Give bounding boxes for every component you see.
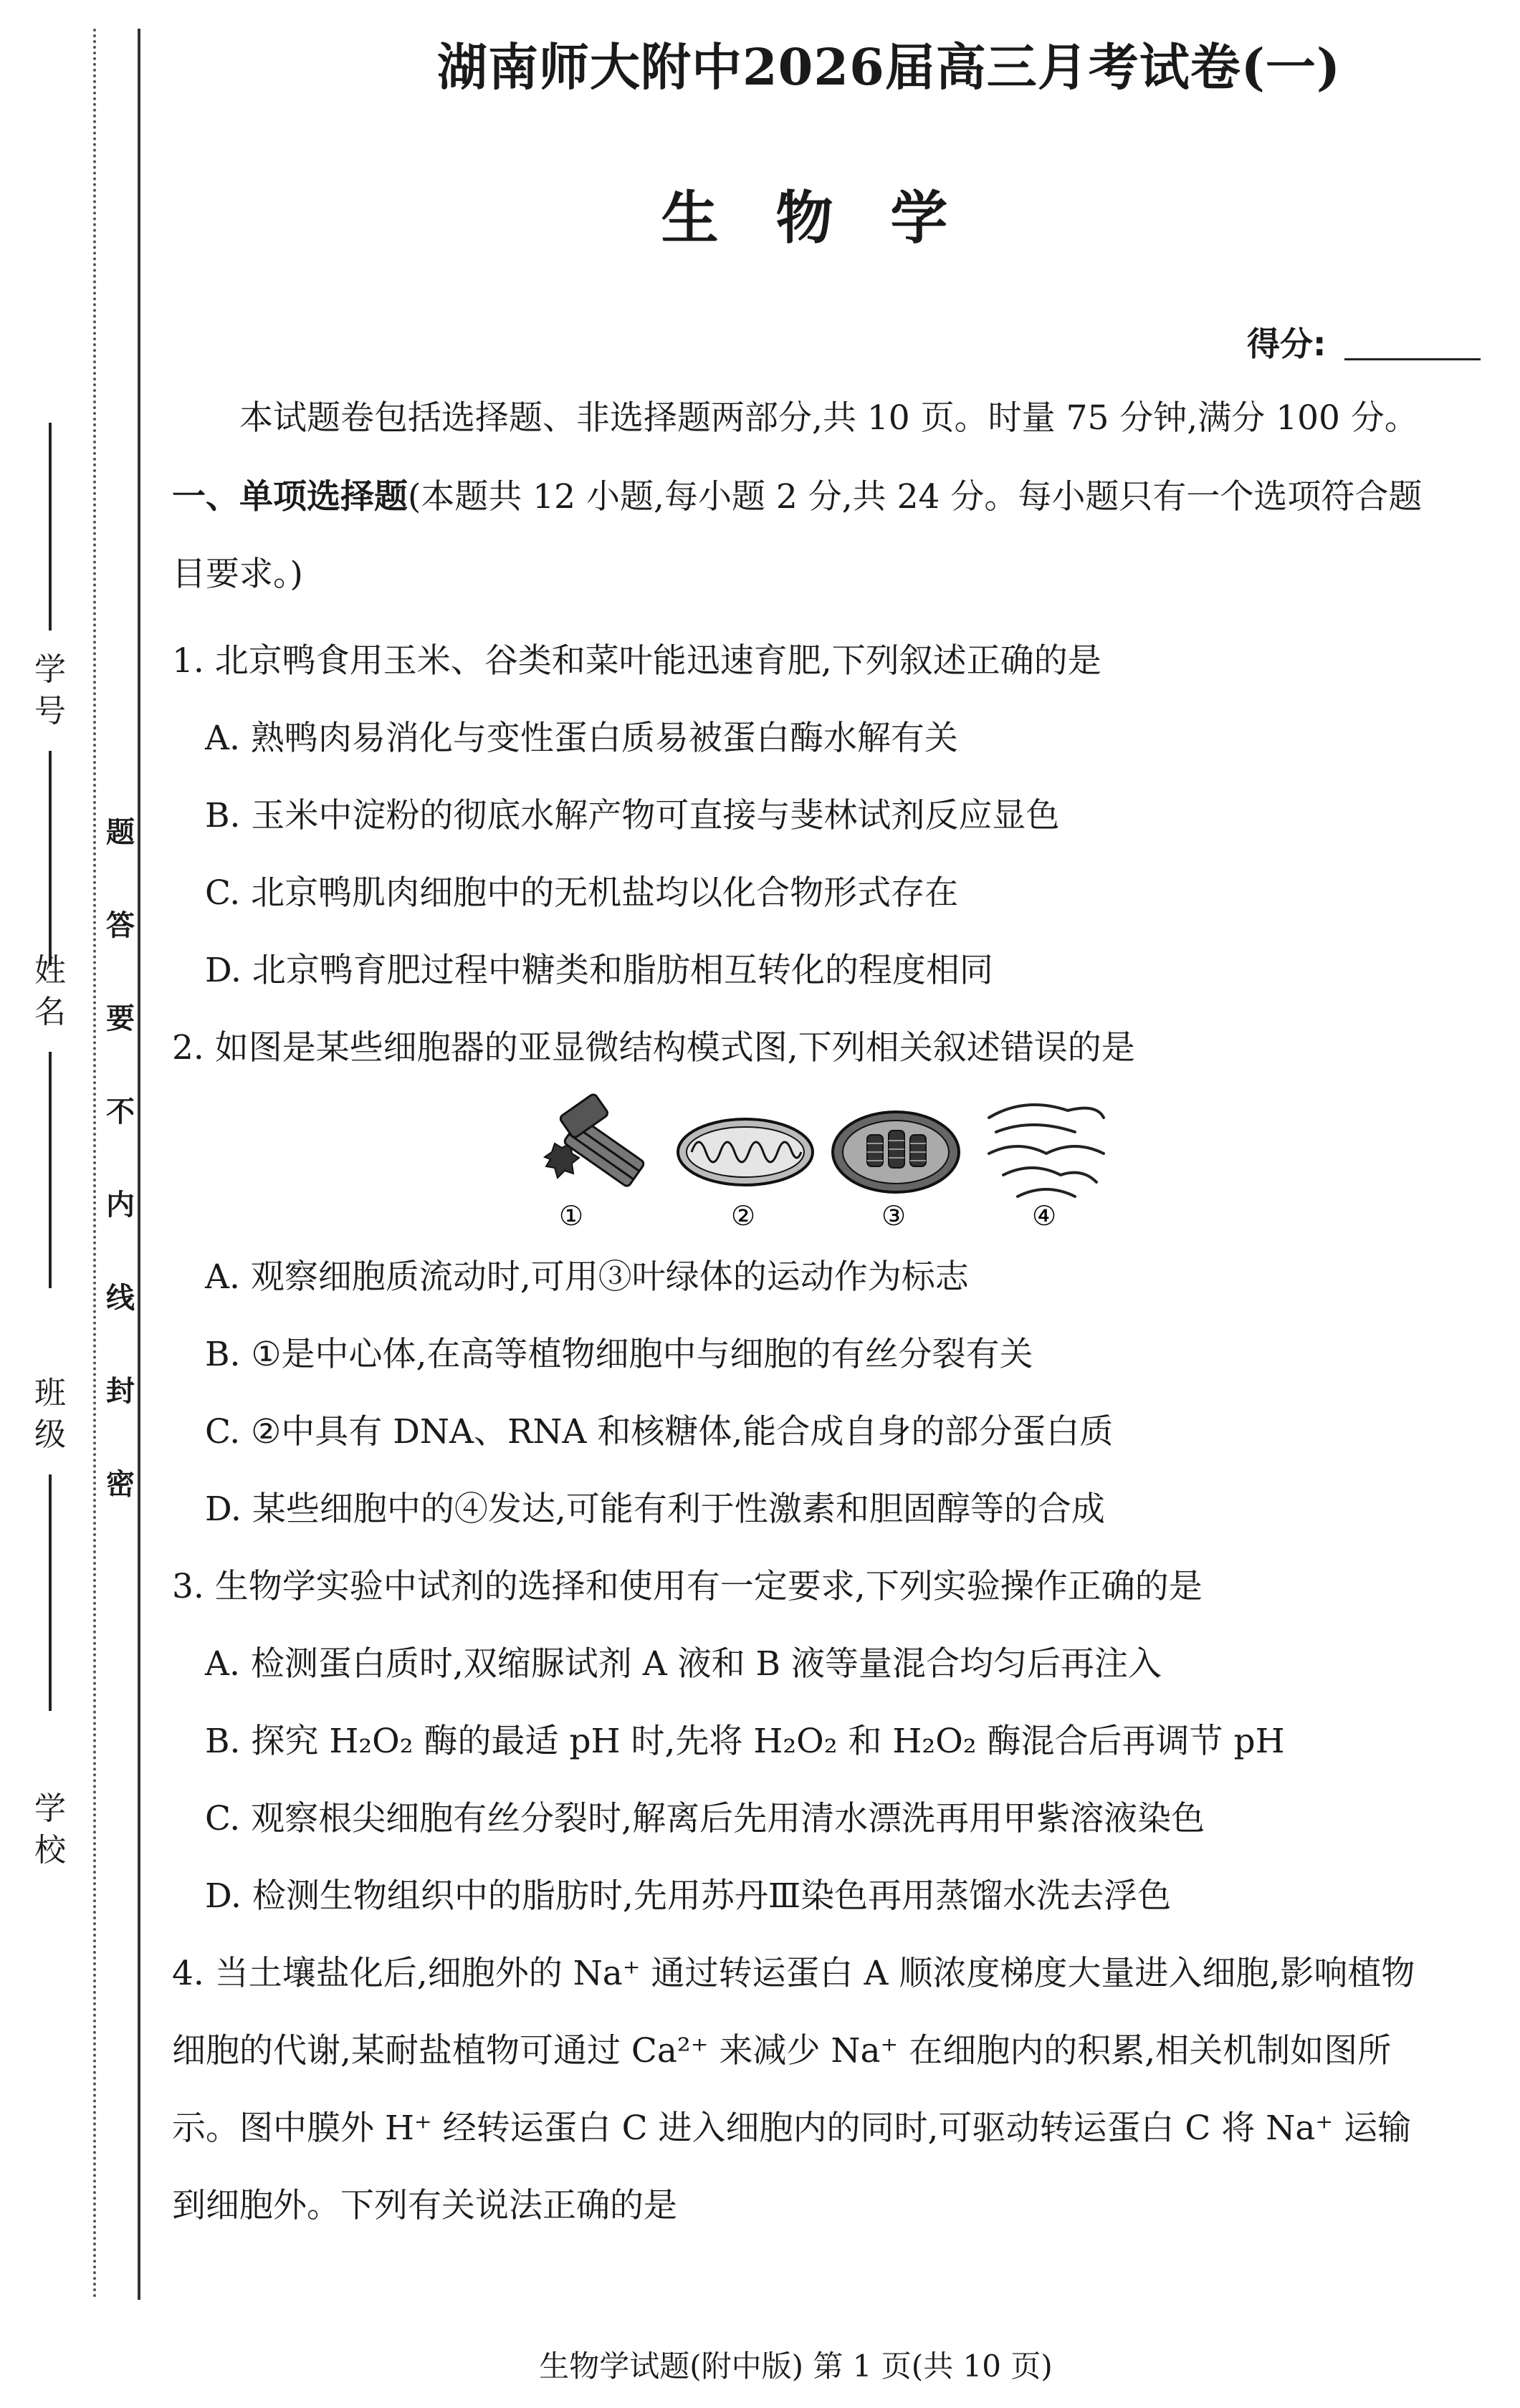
q2-option-b[interactable]: B. ①是中心体,在高等植物细胞中与细胞的有丝分裂有关 [205,1335,1033,1374]
q2-option-a[interactable]: A. 观察细胞质流动时,可用③叶绿体的运动作为标志 [205,1257,969,1297]
section-heading [172,459,1483,536]
figure-label-3: ③ [881,1200,907,1232]
field-student-id[interactable] [29,423,72,966]
q2-option-d[interactable]: D. 某些细胞中的④发达,可能有利于性激素和胆固醇等的合成 [205,1490,1105,1529]
question-4-stem-line1: 4. 当土壤盐化后,细胞外的 Na⁺ 通过转运蛋白 A 顺浓度梯度大量进入细胞,影响植物 [172,1954,1415,1993]
question-4-stem-line3: 示。图中膜外 H⁺ 经转运蛋白 C 进入细胞内的同时,可驱动转运蛋白 C 将 Na⁺ 运输 [172,2109,1412,2148]
score-label: 得分: [1247,325,1327,363]
solid-margin-line [138,29,140,2300]
question-4-stem-line4: 到细胞外。下列有关说法正确的是 [172,2186,677,2225]
centrosome-drawing [545,1093,645,1188]
chloroplast-drawing [833,1112,959,1192]
field-line [49,423,52,630]
question-4-stem-line2: 细胞的代谢,某耐盐植物可通过 Ca²⁺ 来减少 Na⁺ 在细胞内的积累,相关机制如图所 [172,2031,1392,2071]
score-input-line[interactable] [1344,358,1481,360]
figure-label-4: ④ [1032,1200,1057,1232]
subject-title: 生 物 学 [661,184,967,251]
section-title: 一、单项选择题 [172,477,408,517]
q3-option-c[interactable]: C. 观察根尖细胞有丝分裂时,解离后先用清水漂洗再用甲紫溶液染色 [205,1799,1205,1838]
exam-title: 湖南师大附中2026届高三月考试卷(一) [436,37,1342,97]
endoplasmic-reticulum-drawing [989,1105,1104,1196]
page-footer: 生物学试题(附中版) 第 1 页(共 10 页) [539,2349,1053,2384]
question-1-stem: 1. 北京鸭食用玉米、谷类和菜叶能迅速育肥,下列叙述正确的是 [172,641,1101,681]
field-class[interactable] [29,1354,72,1711]
figure-label-1: ① [559,1200,584,1232]
field-label: 学 号 [34,651,66,729]
q3-option-a[interactable]: A. 检测蛋白质时,双缩脲试剂 A 液和 B 液等量混合均匀后再注入 [205,1644,1162,1684]
dotted-binding-line [93,29,96,2300]
field-label: 学 校 [34,1790,66,1869]
q1-option-c[interactable]: C. 北京鸭肌肉细胞中的无机盐均以化合物形式存在 [205,873,959,913]
q3-option-b[interactable]: B. 探究 H₂O₂ 酶的最适 pH 时,先将 H₂O₂ 和 H₂O₂ 酶混合后再调节 pH [205,1722,1285,1761]
q3-option-d[interactable]: D. 检测生物组织中的脂肪时,先用苏丹Ⅲ染色再用蒸馏水洗去浮色 [205,1876,1172,1916]
field-line [49,1052,52,1288]
question-3-stem: 3. 生物学实验中试剂的选择和使用有一定要求,下列实验操作正确的是 [172,1567,1203,1606]
q1-option-b[interactable]: B. 玉米中淀粉的彻底水解产物可直接与斐林试剂反应显色 [205,796,1060,835]
field-line [49,1474,52,1711]
field-school[interactable] [29,1770,72,1890]
question-2-stem: 2. 如图是某些细胞器的亚显微结构模式图,下列相关叙述错误的是 [172,1028,1135,1068]
section-note-line2: 目要求。) [172,555,303,594]
organelle-figure [530,1089,1118,1232]
figure-label-2: ② [731,1200,756,1232]
q1-option-a[interactable]: A. 熟鸭肉易消化与变性蛋白质易被蛋白酶水解有关 [205,719,958,758]
field-label: 班 级 [34,1375,66,1453]
q2-option-c[interactable]: C. ②中具有 DNA、RNA 和核糖体,能合成自身的部分蛋白质 [205,1412,1114,1452]
field-name[interactable] [29,931,72,1288]
q1-option-d[interactable]: D. 北京鸭育肥过程中糖类和脂肪相互转化的程度相同 [205,951,993,990]
seal-warning-text: 题 答 要 不 内 线 封 密 [106,815,135,1501]
mitochondrion-drawing [678,1119,813,1185]
section-note: (本题共 12 小题,每小题 2 分,共 24 分。每小题只有一个选项符合题 [408,477,1423,517]
intro-text: 本试题卷包括选择题、非选择题两部分,共 10 页。时量 75 分钟,满分 100 分。 [239,398,1418,438]
field-label: 姓 名 [34,952,66,1030]
